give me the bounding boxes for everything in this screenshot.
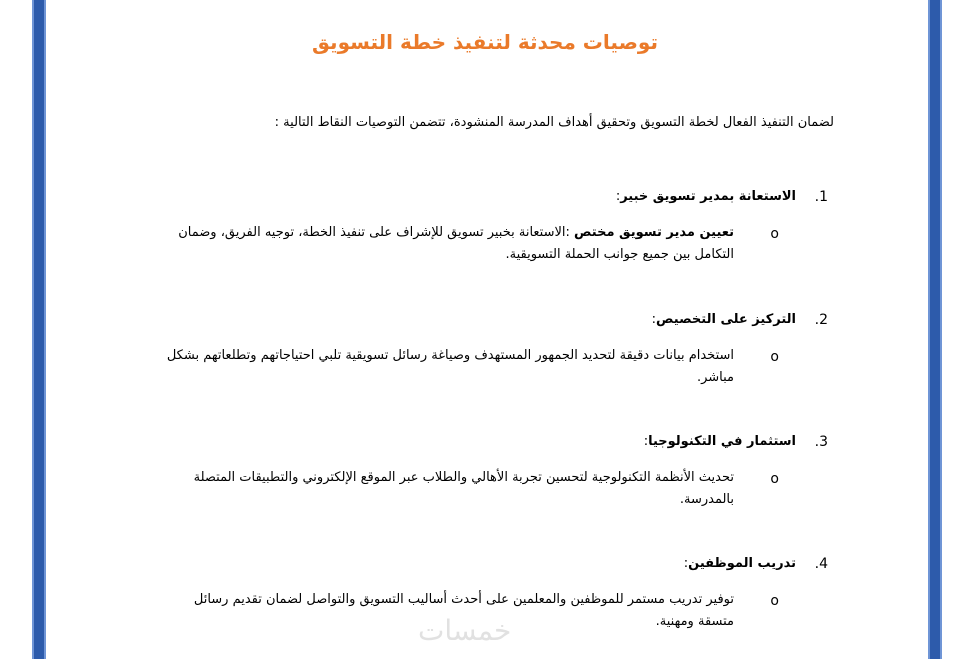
page-border-right — [928, 0, 942, 659]
section-heading — [136, 431, 828, 453]
section-3 — [136, 431, 828, 511]
list-item — [162, 345, 796, 389]
section-number: 2. — [814, 312, 828, 328]
section-colon: : — [643, 434, 649, 449]
section-colon: : — [683, 556, 689, 571]
section-heading — [136, 186, 828, 208]
section-number: 3. — [814, 434, 828, 450]
bullet-text: تحديث الأنظمة التكنولوجية لتحسين تجربة الأهالي والطلاب عبر الموقع الإلكتروني والتطبيقات المتصلة بالمدرسة. — [193, 470, 734, 507]
section-title: استثمار في التكنولوجيا — [648, 434, 796, 449]
bullet-circle-icon: o — [770, 349, 779, 365]
section-heading — [136, 553, 828, 575]
bullet-circle-icon: o — [770, 593, 779, 609]
section-number: 1. — [814, 189, 828, 205]
list-item — [162, 222, 796, 266]
bullet-text: توفير تدريب مستمر للموظفين والمعلمين على أحدث أساليب التسويق والتواصل لضمان تقديم رسائل متسقة ومهنية. — [193, 592, 734, 629]
section-title: تدريب الموظفين — [688, 556, 796, 571]
document-title: توصيات محدثة لتنفيذ خطة التسويق — [312, 30, 658, 54]
khamsat-watermark: خمسات — [418, 614, 512, 647]
section-title: التركيز على التخصيص — [656, 312, 796, 327]
list-item — [162, 467, 796, 511]
section-2 — [136, 309, 828, 389]
section-1 — [136, 186, 828, 266]
bullet-text: استخدام بيانات دقيقة لتحديد الجمهور المستهدف وصياغة رسائل تسويقية تلبي احتياجاتهم وتطلعاتهم بشكل مباشر. — [166, 348, 734, 385]
section-title: الاستعانة بمدير تسويق خبير — [620, 189, 796, 204]
intro-paragraph: لضمان التنفيذ الفعال لخطة التسويق وتحقيق أهداف المدرسة المنشودة، تتضمن التوصيات النقاط التالية : — [274, 115, 834, 130]
bullet-circle-icon: o — [770, 226, 779, 242]
section-colon: : — [651, 312, 657, 327]
section-colon: : — [615, 189, 621, 204]
bullet-text: :الاستعانة بخبير تسويق للإشراف على تنفيذ الخطة، توجيه الفريق، وضمان التكامل بين جميع جوانب الحملة التسويقية. — [178, 225, 734, 262]
page-border-left — [32, 0, 46, 659]
section-number: 4. — [814, 556, 828, 572]
bullet-term: تعيين مدير تسويق مختص — [574, 225, 734, 240]
bullet-circle-icon: o — [770, 471, 779, 487]
section-heading — [136, 309, 828, 331]
